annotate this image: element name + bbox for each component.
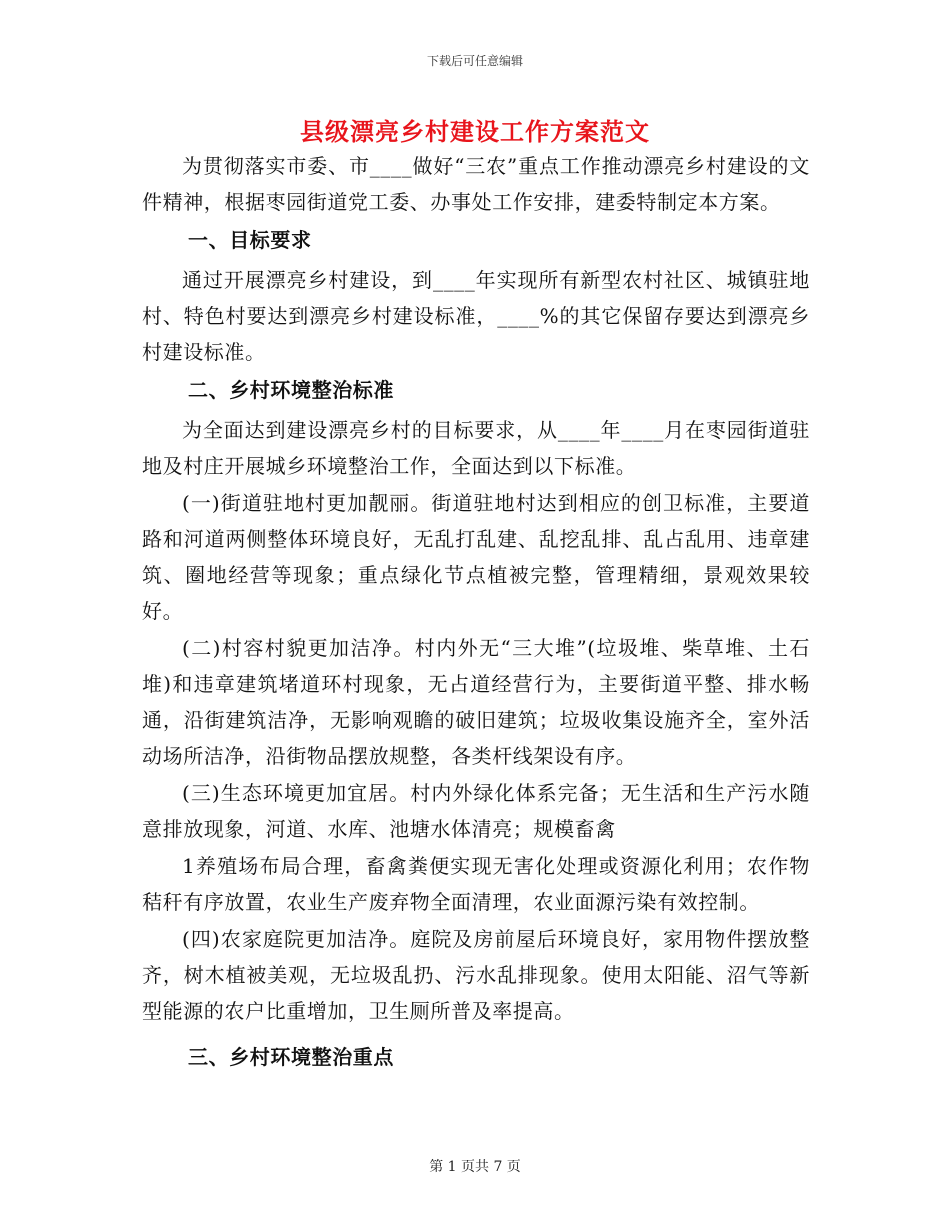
- paragraph-standard-3: (三)生态环境更加宜居。村内外绿化体系完备；无生活和生产污水随意排放现象，河道、水库、池塘水体清亮；规模畜禽: [142, 781, 810, 841]
- section-heading-1: 一、目标要求: [188, 228, 312, 252]
- document-title: 县级漂亮乡村建设工作方案范文: [300, 117, 650, 146]
- paragraph-goals: 通过开展漂亮乡村建设，到____年实现所有新型农村社区、城镇驻地村、特色村要达到漂亮乡村建设标准，____%的其它保留存要达到漂亮乡村建设标准。: [142, 268, 810, 364]
- intro-paragraph: 为贯彻落实市委、市____做好“三农”重点工作推动漂亮乡村建设的文件精神，根据枣园街道党工委、办事处工作安排，建委特制定本方案。: [142, 154, 810, 214]
- page-header: 下载后可任意编辑: [426, 54, 523, 68]
- section-heading-3: 三、乡村环境整治重点: [188, 1045, 394, 1069]
- document-body: [142, 148, 810, 1079]
- paragraph-standard-2: (二)村容村貌更加洁净。村内外无“三大堆”(垃圾堆、柴草堆、土石堆)和违章建筑堵道环村现象，无占道经营行为，主要街道平整、排水畅通，沿街建筑洁净，无影响观瞻的破旧建筑；垃圾收集设施齐全，室外活动场所洁净，沿街物品摆放规整，各类杆线架设有序。: [142, 636, 810, 768]
- paragraph-standards-intro: 为全面达到建设漂亮乡村的目标要求，从____年____月在枣园街道驻地及村庄开展城乡环境整治工作，全面达到以下标准。: [142, 418, 810, 478]
- paragraph-standard-4: (四)农家庭院更加洁净。庭院及房前屋后环境良好，家用物件摆放整齐，树木植被美观，无垃圾乱扔、污水乱排现象。使用太阳能、沼气等新型能源的农户比重增加，卫生厕所普及率提高。: [142, 927, 810, 1023]
- paragraph-standard-1: (一)街道驻地村更加靓丽。街道驻地村达到相应的创卫标准，主要道路和河道两侧整体环境良好，无乱打乱建、乱挖乱排、乱占乱用、违章建筑、圈地经营等现象；重点绿化节点植被完整，管理精细，景观效果较好。: [142, 491, 810, 623]
- section-heading-2: 二、乡村环境整治标准: [188, 378, 394, 402]
- page-footer: 第 1 页共 7 页: [429, 1159, 521, 1175]
- paragraph-standard-3-cont: 1养殖场布局合理，畜禽粪便实现无害化处理或资源化利用；农作物秸秆有序放置，农业生产废弃物全面清理，农业面源污染有效控制。: [142, 854, 810, 914]
